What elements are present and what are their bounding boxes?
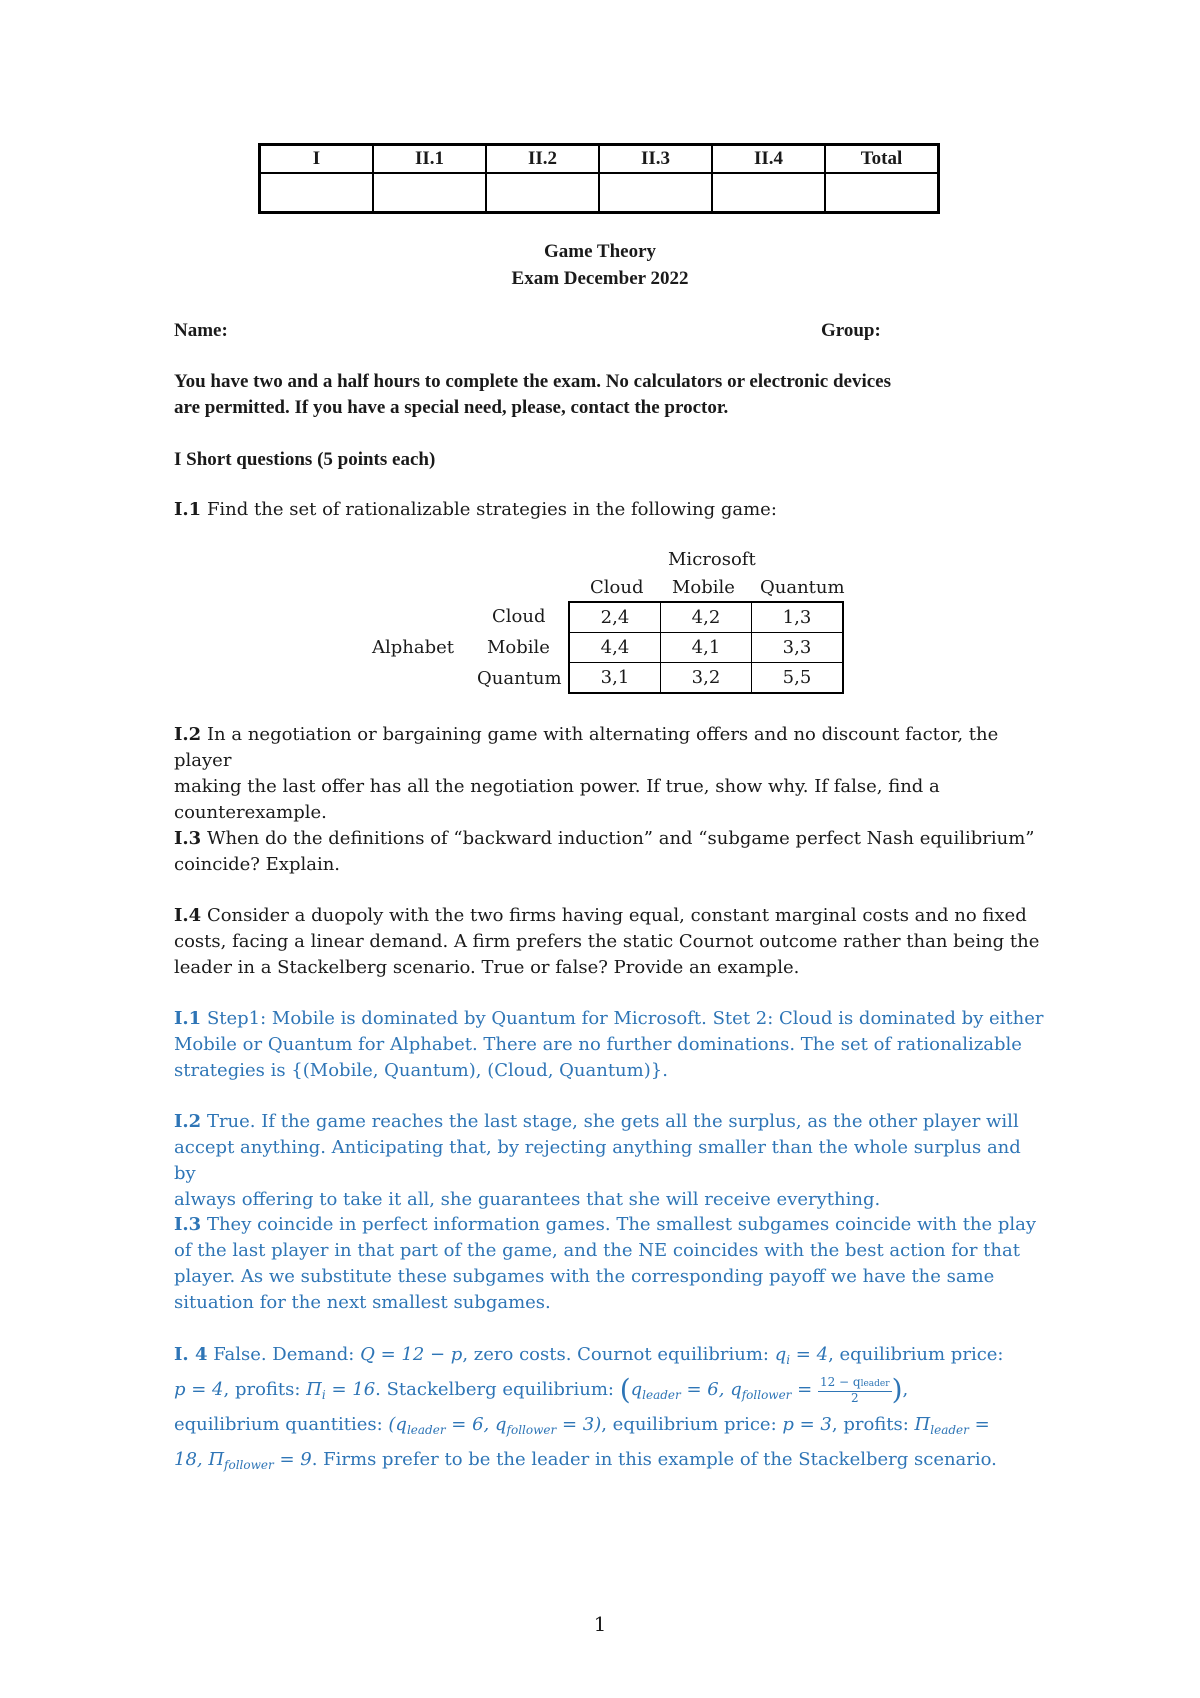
math-expression: q	[774, 1344, 787, 1365]
math-expression: Π	[914, 1414, 931, 1435]
answer-text: accept anything. Anticipating that, by rejecting anything smaller than the whole surplus and by	[174, 1137, 1021, 1184]
score-blank-cell	[712, 173, 825, 213]
row-strategy-label: Quantum	[477, 668, 562, 689]
row-player-label: Alphabet	[372, 637, 455, 658]
payoff-row	[569, 633, 843, 663]
answer-4: I. 4 False. Demand: Q = 12 − p, zero costs. Cournot equilibrium: $q_i = 4$, equilibrium price: p = 4, profits: $\Pi_i = 16$. Stackelberg equilibrium: ($q_{leader} = 6$, $q_{follower}$ = $\frac{\text{12 − qleader}}{2}$ ), equilibrium quantities: ($q_{leader} = 6$, $q_{follower} = 3$), equilibrium price: p = 3, profits: $\Pi_{leader}$ = 18, $\Pi_{follower} = 9$. Firms prefer to be the leader in this example of the Stackelberg scenario.	[174, 1344, 1004, 1472]
question-id: I.3	[174, 828, 202, 849]
answer-text: . Stackelberg equilibrium:	[375, 1379, 620, 1400]
math-expression: =	[968, 1414, 990, 1435]
payoff-row	[569, 663, 843, 694]
answer-text: False. Demand:	[207, 1344, 361, 1365]
question-1	[174, 497, 1044, 523]
answer-text: Step1: Mobile is dominated by Quantum for Microsoft. Stet 2: Cloud is dominated by either	[201, 1008, 1044, 1029]
answer-text: , equilibrium price:	[601, 1414, 783, 1435]
question-text: coincide? Explain.	[174, 854, 341, 875]
math-subscript: follower	[224, 1458, 274, 1472]
question-text: costs, facing a linear demand. A firm prefers the static Cournot outcome rather than being the	[174, 931, 1040, 952]
exam-title: Exam December 2022	[511, 268, 689, 289]
math-expression: q	[630, 1379, 643, 1400]
answer-text: player. As we substitute these subgames with the corresponding payoff we have the same	[174, 1266, 995, 1287]
numerator-subscript: leader	[860, 1378, 890, 1389]
payoff-cell: 3,2	[661, 663, 752, 694]
answer-text: . Firms prefer to be the leader in this example of the Stackelberg scenario.	[311, 1449, 997, 1470]
math-subscript: i	[786, 1353, 791, 1367]
answer-id: I.3	[174, 1214, 202, 1235]
question-3	[174, 826, 1044, 878]
question-2	[174, 722, 1044, 826]
score-header-cell: I	[260, 145, 374, 174]
question-id: I.4	[174, 905, 202, 926]
score-blank-cell	[599, 173, 712, 213]
payoff-row	[569, 602, 843, 633]
math-expression: q	[730, 1379, 742, 1400]
question-4	[174, 903, 1044, 981]
answer-1	[174, 1006, 1044, 1084]
row-strategy-label: Cloud	[492, 606, 546, 627]
answer-text: Mobile or Quantum for Alphabet. There are no further dominations. The set of rationalizable	[174, 1034, 1022, 1055]
question-text: Consider a duopoly with the two firms having equal, constant marginal costs and no fixed	[201, 905, 1027, 926]
fraction	[818, 1376, 892, 1405]
math-expression: = 6, q	[445, 1414, 507, 1435]
answer-text: equilibrium quantities:	[174, 1414, 389, 1435]
score-blank-cell	[486, 173, 599, 213]
math-expression: =	[791, 1379, 818, 1400]
math-subscript: follower	[741, 1388, 792, 1402]
answer-text: , profits:	[831, 1414, 915, 1435]
answer-3	[174, 1212, 1044, 1316]
score-blank-cell	[260, 173, 374, 213]
payoff-cell: 4,2	[661, 602, 752, 633]
score-table-header-row	[260, 145, 939, 174]
math-expression: Q = 12 − p	[360, 1344, 463, 1365]
question-id: I.2	[174, 724, 202, 745]
score-header-cell: II.3	[599, 145, 712, 174]
score-header-cell: II.2	[486, 145, 599, 174]
payoff-cell: 4,1	[661, 633, 752, 663]
question-text: When do the definitions of “backward induction” and “subgame perfect Nash equilibrium”	[201, 828, 1035, 849]
section-heading: I Short questions (5 points each)	[174, 449, 436, 470]
answer-text: , zero costs. Cournot equilibrium:	[462, 1344, 775, 1365]
question-id: I.1	[174, 499, 202, 520]
answer-text: situation for the next smallest subgames.	[174, 1292, 551, 1313]
payoff-cell: 1,3	[752, 602, 844, 633]
question-text: counterexample.	[174, 802, 327, 823]
close-paren: )	[891, 1373, 903, 1406]
column-strategy-label: Mobile	[672, 577, 735, 598]
math-expression: = 6,	[680, 1379, 731, 1400]
answer-id: I.1	[174, 1008, 202, 1029]
math-expression: 18, Π	[174, 1449, 225, 1470]
name-label: Name:	[174, 320, 228, 341]
math-expression: = 9	[273, 1449, 312, 1470]
math-expression: = 3)	[556, 1414, 602, 1435]
payoff-cell: 3,3	[752, 633, 844, 663]
row-strategy-label: Mobile	[487, 637, 550, 658]
math-expression: p = 3	[782, 1414, 832, 1435]
answer-text: They coincide in perfect information games. The smallest subgames coincide with the play	[201, 1214, 1037, 1235]
payoff-cell: 4,4	[569, 633, 661, 663]
answer-text: , equilibrium price:	[828, 1344, 1004, 1365]
score-header-cell: II.4	[712, 145, 825, 174]
math-subscript: leader	[930, 1423, 969, 1437]
score-blank-cell	[373, 173, 486, 213]
math-subscript: leader	[406, 1423, 446, 1437]
math-expression: = 16	[325, 1379, 376, 1400]
column-strategy-label: Quantum	[760, 577, 845, 598]
math-subscript: i	[321, 1388, 326, 1402]
math-expression: p = 4	[174, 1379, 224, 1400]
column-strategy-label: Cloud	[590, 577, 644, 598]
course-title: Game Theory	[543, 241, 657, 262]
math-expression: (q	[388, 1414, 407, 1435]
answer-text: True. If the game reaches the last stage, she gets all the surplus, as the other player will	[201, 1111, 1019, 1132]
answer-text: always offering to take it all, she guarantees that she will receive everything.	[174, 1189, 881, 1210]
answer-2	[174, 1109, 1044, 1213]
math-expression: = 4	[790, 1344, 829, 1365]
math-expression: Π	[306, 1379, 322, 1400]
math-subscript: follower	[506, 1423, 557, 1437]
answer-id: I. 4	[174, 1344, 208, 1365]
column-player-label: Microsoft	[668, 549, 756, 570]
group-label: Group:	[821, 320, 881, 341]
page-number: 1	[593, 1612, 607, 1636]
answer-id: I.2	[174, 1111, 202, 1132]
score-blank-cell	[825, 173, 939, 213]
score-table	[258, 143, 940, 214]
answer-text: of the last player in that part of the game, and the NE coincides with the best action for that	[174, 1240, 1020, 1261]
payoff-matrix	[568, 601, 844, 694]
instructions-line-1: You have two and a half hours to complete the exam. No calculators or electronic devices	[174, 371, 891, 392]
score-header-cell: II.1	[373, 145, 486, 174]
payoff-cell: 5,5	[752, 663, 844, 694]
payoff-cell: 2,4	[569, 602, 661, 633]
numerator-text: 12 − q	[819, 1374, 861, 1389]
answer-text: , profits:	[223, 1379, 307, 1400]
score-table-blank-row	[260, 173, 939, 213]
open-paren: (	[619, 1373, 631, 1406]
score-header-cell: Total	[825, 145, 939, 174]
answer-text: strategies is {(Mobile, Quantum), (Cloud, Quantum)}.	[174, 1060, 668, 1081]
fraction-numerator	[818, 1376, 892, 1392]
instructions-line-2: are permitted. If you have a special need, please, contact the proctor.	[174, 397, 729, 418]
math-subscript: leader	[642, 1388, 681, 1402]
question-text: making the last offer has all the negotiation power. If true, show why. If false, find a	[174, 776, 940, 797]
question-text: leader in a Stackelberg scenario. True or false? Provide an example.	[174, 957, 800, 978]
payoff-cell: 3,1	[569, 663, 661, 694]
question-text: In a negotiation or bargaining game with alternating offers and no discount factor, the player	[174, 724, 999, 771]
fraction-denominator: 2	[850, 1390, 859, 1405]
question-text: Find the set of rationalizable strategies in the following game:	[201, 499, 777, 520]
